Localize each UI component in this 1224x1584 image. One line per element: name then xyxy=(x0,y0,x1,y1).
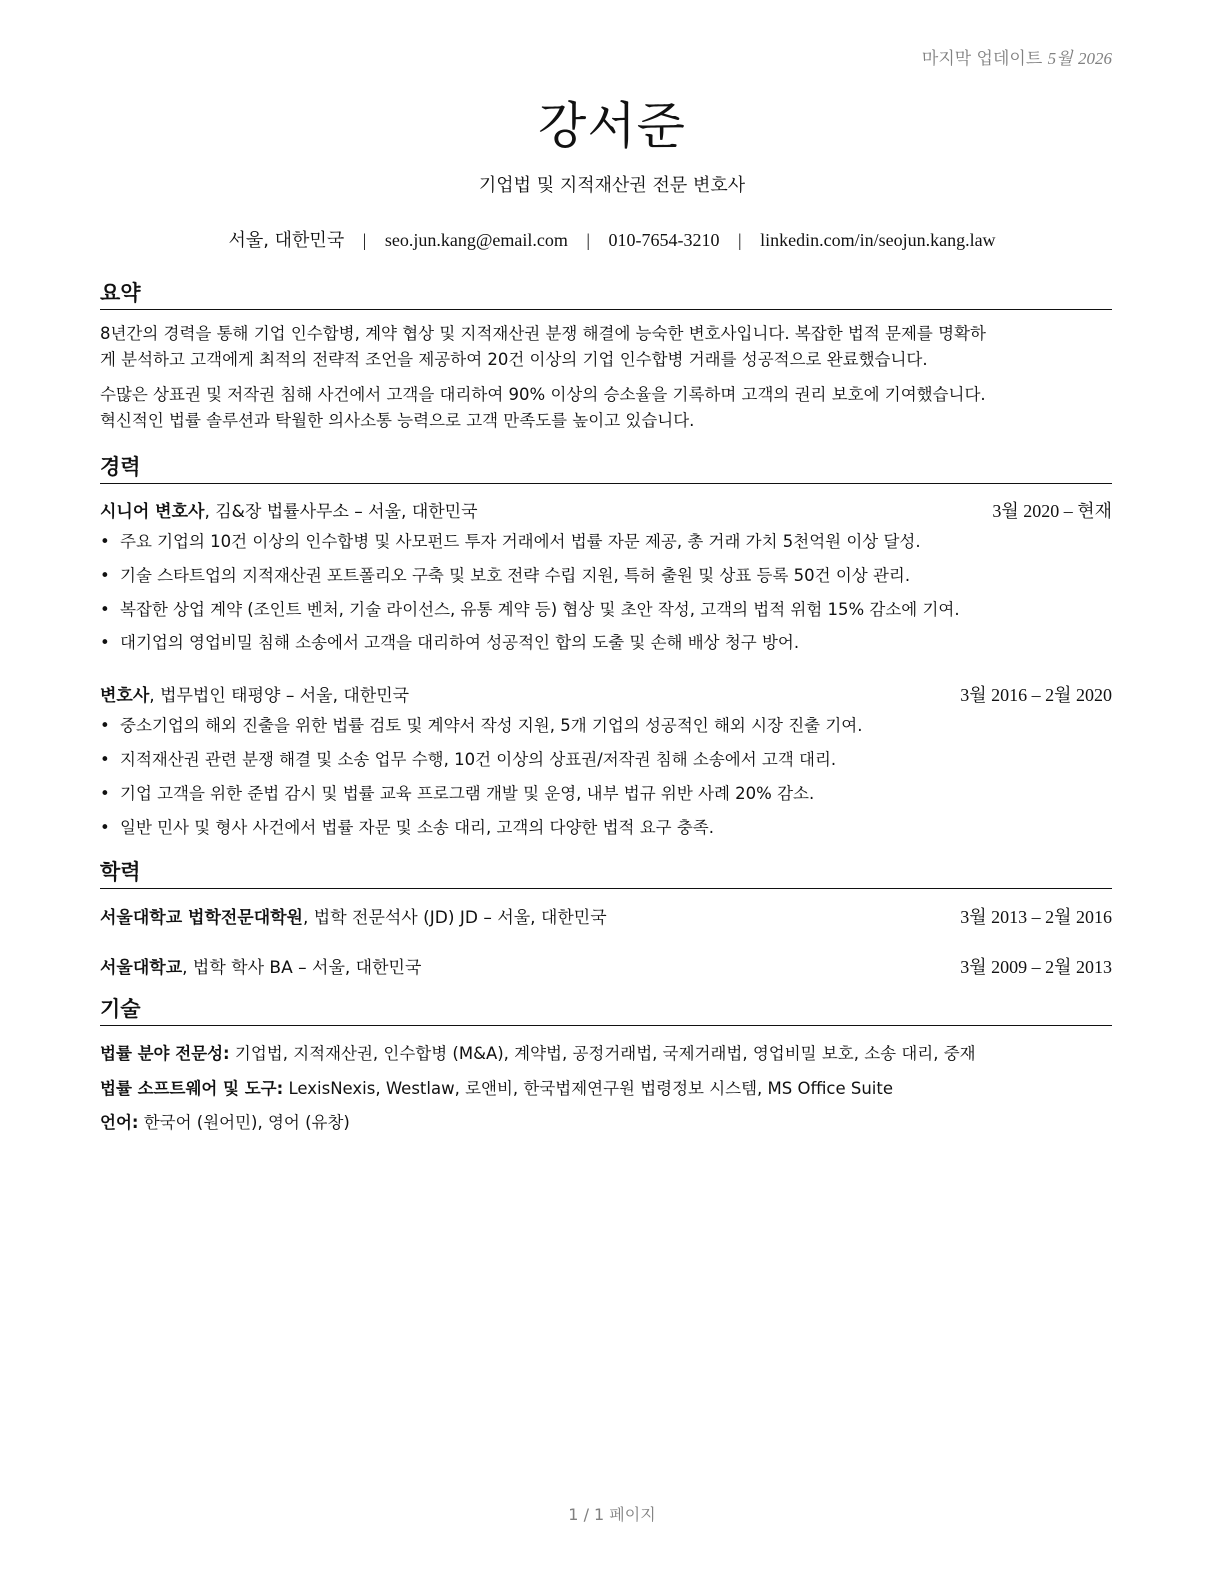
section-title-summary: 요약 xyxy=(100,277,1112,310)
job-bullet: • 복잡한 상업 계약 (조인트 벤처, 기술 라이선스, 유통 계약 등) 협상 및 초안 작성, 고객의 법적 위험 15% 감소에 기여. xyxy=(100,600,960,619)
skill-label: 언어: xyxy=(100,1113,139,1132)
contact-phone: 010-7654-3210 xyxy=(608,230,720,250)
summary-line: 게 분석하고 고객에게 최적의 전략적 조언을 제공하여 20건 이상의 기업 인수합병 거래를 성공적으로 완료했습니다. xyxy=(100,350,928,369)
last-updated-prefix: 마지막 업데이트 xyxy=(921,49,1043,69)
job-header xyxy=(100,681,1112,706)
section-title-education: 학력 xyxy=(100,856,1112,889)
contact-line xyxy=(0,226,1224,252)
job-org: , 김&장 법률사무소 – 서울, 대한민국 xyxy=(204,502,478,522)
section-title-skills: 기술 xyxy=(100,993,1112,1026)
job-bullet: • 지적재산권 관련 분쟁 해결 및 소송 업무 수행, 10건 이상의 상표권/저작권 침해 소송에서 고객 대리. xyxy=(100,750,837,769)
skill-label: 법률 소프트웨어 및 도구: xyxy=(100,1079,284,1098)
job-date: 3월 2016 – 2월 2020 xyxy=(960,685,1112,705)
summary-line: 혁신적인 법률 솔루션과 탁월한 의사소통 능력으로 고객 만족도를 높이고 있습니다. xyxy=(100,411,695,430)
skill-row xyxy=(100,1040,1112,1064)
job-org: , 법무법인 태평양 – 서울, 대한민국 xyxy=(149,686,410,706)
skill-value: LexisNexis, Westlaw, 로앤비, 한국법제연구원 법령정보 시스템, MS Office Suite xyxy=(283,1079,894,1098)
education-school: 서울대학교 법학전문대학원 xyxy=(100,908,303,928)
job-bullet: • 기업 고객을 위한 준법 감시 및 법률 교육 프로그램 개발 및 운영, 내부 법규 위반 사례 20% 감소. xyxy=(100,784,815,803)
job-date: 3월 2020 – 현재 xyxy=(992,501,1112,521)
job-role: 시니어 변호사 xyxy=(100,502,205,522)
summary-line: 수많은 상표권 및 저작권 침해 사건에서 고객을 대리하여 90% 이상의 승소율을 기록하며 고객의 권리 보호에 기여했습니다. xyxy=(100,385,986,404)
page-number: 1 / 1 페이지 xyxy=(568,1505,656,1524)
job-bullet: • 대기업의 영업비밀 침해 소송에서 고객을 대리하여 성공적인 합의 도출 및 손해 배상 청구 방어. xyxy=(100,633,800,652)
job-bullet: • 중소기업의 해외 진출을 위한 법률 검토 및 계약서 작성 지원, 5개 기업의 성공적인 해외 시장 진출 기여. xyxy=(100,716,863,735)
skill-row xyxy=(100,1075,1112,1099)
contact-location: 서울, 대한민국 xyxy=(228,230,345,251)
summary-paragraph-1 xyxy=(100,321,1120,373)
education-date: 3월 2009 – 2월 2013 xyxy=(960,957,1112,977)
skill-value: 기업법, 지적재산권, 인수합병 (M&A), 계약법, 공정거래법, 국제거래법, 영업비밀 보호, 소송 대리, 중재 xyxy=(229,1044,976,1063)
candidate-headline: 기업법 및 지적재산권 전문 변호사 xyxy=(478,175,746,196)
education-detail: , 법학 학사 BA – 서울, 대한민국 xyxy=(182,958,422,978)
job-bullet: • 주요 기업의 10건 이상의 인수합병 및 사모펀드 투자 거래에서 법률 자문 제공, 총 거래 가치 5천억원 이상 달성. xyxy=(100,532,921,551)
summary-line: 8년간의 경력을 통해 기업 인수합병, 계약 협상 및 지적재산권 분쟁 해결에 능숙한 변호사입니다. 복잡한 법적 문제를 명확하 xyxy=(100,324,986,343)
last-updated-year: 2026 xyxy=(1078,49,1112,68)
education-date: 3월 2013 – 2월 2016 xyxy=(960,907,1112,927)
education-school: 서울대학교 xyxy=(100,958,183,978)
last-updated xyxy=(922,44,1112,69)
contact-separator: | xyxy=(737,230,742,250)
contact-separator: | xyxy=(362,230,367,250)
section-title-experience: 경력 xyxy=(100,451,1112,484)
job-bullet: • 일반 민사 및 형사 사건에서 법률 자문 및 소송 대리, 고객의 다양한 법적 요구 충족. xyxy=(100,818,714,837)
skill-label: 법률 분야 전문성: xyxy=(100,1044,230,1063)
job-role: 변호사 xyxy=(100,686,150,706)
skill-row xyxy=(100,1109,1112,1133)
skill-value: 한국어 (원어민), 영어 (유창) xyxy=(138,1113,350,1132)
summary-paragraph-2 xyxy=(100,382,1120,434)
job-header xyxy=(100,497,1112,522)
candidate-name: 강서준 xyxy=(538,97,686,155)
education-item xyxy=(100,953,1112,978)
education-detail: , 법학 전문석사 (JD) JD – 서울, 대한민국 xyxy=(302,908,607,928)
job-bullet: • 기술 스타트업의 지적재산권 포트폴리오 구축 및 보호 전략 수립 지원, 특허 출원 및 상표 등록 50건 이상 관리. xyxy=(100,566,911,585)
contact-email[interactable]: seo.jun.kang@email.com xyxy=(384,230,568,250)
last-updated-month: 5월 xyxy=(1047,49,1073,68)
education-item xyxy=(100,903,1112,928)
contact-linkedin[interactable]: linkedin.com/in/seojun.kang.law xyxy=(760,230,996,250)
contact-separator: | xyxy=(586,230,590,250)
